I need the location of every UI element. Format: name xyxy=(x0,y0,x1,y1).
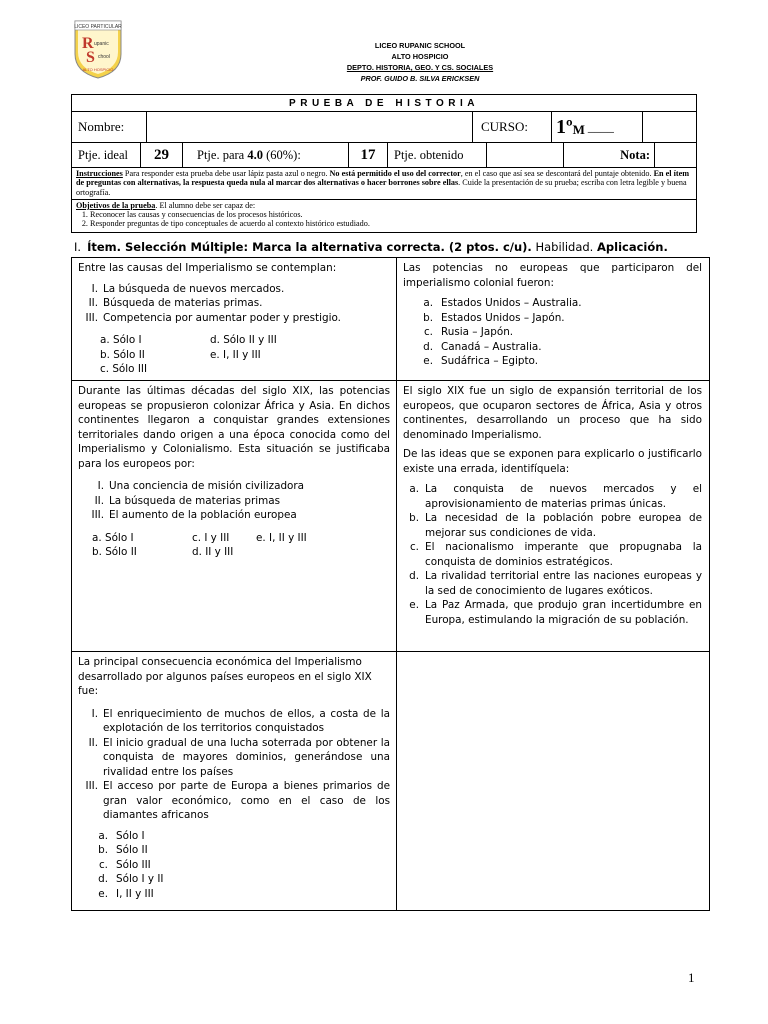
svg-text:R: R xyxy=(82,35,94,52)
option-c[interactable]: c. Sólo III xyxy=(100,363,148,375)
option-b[interactable]: b. La necesidad de la población pobre europea de mejorar sus condiciones de vida. xyxy=(409,512,702,539)
name-row xyxy=(72,111,696,142)
statement-item: III. Competencia por aumentar poder y prestigio. xyxy=(85,311,341,324)
option-b[interactable]: b. Sólo II xyxy=(98,844,148,856)
statement-item: III. El acceso por parte de Europa a bienes primarios de gran valor económico, como en el caso de los diamantes africanos xyxy=(85,780,390,821)
pass-score-value: 17 xyxy=(349,143,388,167)
answer-options xyxy=(78,829,390,902)
name-label: Nombre: xyxy=(72,112,147,142)
answer-options xyxy=(100,333,390,377)
grade-label: Nota: xyxy=(564,143,655,167)
option-a[interactable]: a. Estados Unidos – Australia. xyxy=(423,297,582,309)
score-row xyxy=(72,142,696,167)
obtained-score-field[interactable] xyxy=(487,143,564,167)
curso-label: CURSO: xyxy=(473,112,552,142)
question-2 xyxy=(396,258,708,380)
test-info-table xyxy=(71,94,697,233)
ideal-score-label: Ptje. ideal xyxy=(72,143,141,167)
option-a[interactable]: a. Sólo I xyxy=(92,531,134,544)
school-header xyxy=(300,40,540,84)
teacher-name: PROF. GUIDO B. SILVA ERICKSEN xyxy=(360,74,480,83)
answer-options xyxy=(92,531,390,560)
empty-cell xyxy=(396,652,708,910)
question-stem: La principal consecuencia económica del Imperialismo desarrollado por algunos países europeos en el siglo XIX fue: xyxy=(78,656,372,697)
questions-grid xyxy=(71,257,710,911)
option-e[interactable]: e. Sudáfrica – Egipto. xyxy=(423,355,539,367)
option-c[interactable]: c. Sólo III xyxy=(98,858,151,871)
school-city: ALTO HOSPICIO xyxy=(391,52,449,61)
svg-text:S: S xyxy=(86,49,95,66)
option-d[interactable]: d. Sólo II y III xyxy=(210,334,277,346)
objectives: Objetivos de la prueba. El alumno debe ser capaz de: 1. Reconocer las causas y consecuencias de los procesos históricos. 2. Responder preguntas de tipo conceptuales de acuerdo al contexto histórico estudiado. xyxy=(72,199,696,232)
statement-item: III. El aumento de la población europea xyxy=(91,509,297,521)
statement-item: II. Búsqueda de materias primas. xyxy=(88,297,263,309)
option-c[interactable]: c. El nacionalismo imperante que propugnaba la conquista de dominios estratégicos. xyxy=(409,541,702,568)
curso-letter: M xyxy=(572,122,585,137)
option-e[interactable]: e. I, II y III xyxy=(98,887,154,900)
instructions: Instrucciones Para responder esta prueba debe usar lápiz pasta azul o negro. No está permitido el uso del corrector, en el caso que así sea se descontará del puntaje obtenido. En el ítem de preguntas con alternativas, la respuesta queda nula al marcar dos alternativas o hacer borrones sobre ellas. Cuide la presentación de su prueba; escriba con letra legible y buena ortografía. xyxy=(72,167,696,199)
question-1 xyxy=(72,258,396,380)
option-e[interactable]: e. I, II y III xyxy=(210,348,261,361)
option-a[interactable]: a. La conquista de nuevos mercados y el aprovisionamiento de materias primas únicas. xyxy=(409,483,702,510)
school-name: LICEO RUPANIC SCHOOL xyxy=(374,41,466,50)
objective-item: 1. Reconocer las causas y consecuencias de los procesos históricos. xyxy=(90,210,370,219)
svg-text:LICEO PARTICULAR: LICEO PARTICULAR xyxy=(74,24,122,30)
svg-text:upanic: upanic xyxy=(94,41,109,47)
option-e[interactable]: e. La Paz Armada, que produjo gran incertidumbre en Europa, estimulando la migración de su población. xyxy=(409,599,702,626)
obtained-score-label: Ptje. obtenido xyxy=(388,143,487,167)
option-d[interactable]: d. Sólo I y II xyxy=(98,873,164,885)
question-stem: El siglo XIX fue un siglo de expansión territorial de los europeos, que ocuparon sectores de África, Asia y otros continentes, desarrollando un proceso que ha sido denominado Imperialismo. xyxy=(403,385,702,441)
svg-text:chool: chool xyxy=(98,54,110,60)
curso-extra xyxy=(643,112,696,142)
grade-field[interactable] xyxy=(655,143,696,167)
question-4 xyxy=(396,381,708,651)
curso-number: 1º xyxy=(556,115,573,138)
option-a[interactable]: a. Sólo I xyxy=(100,334,142,346)
option-d[interactable]: d. Canadá – Australia. xyxy=(423,340,542,353)
option-a[interactable]: a. Sólo I xyxy=(98,829,145,842)
name-field[interactable] xyxy=(147,112,473,142)
statement-item: I. Una conciencia de misión civilizadora xyxy=(97,480,305,492)
svg-text:ALTO HOSPICIO: ALTO HOSPICIO xyxy=(82,67,114,72)
statement-item: II. La búsqueda de materias primas xyxy=(94,494,281,507)
page-number: 1 xyxy=(688,970,695,985)
option-b[interactable]: b. Estados Unidos – Japón. xyxy=(423,311,565,324)
statement-item: II. El inicio gradual de una lucha soterrada por obtener la conquista de mayores dominios, generándose una rivalidad entre los países xyxy=(88,736,390,778)
option-b[interactable]: b. Sólo II xyxy=(92,546,137,558)
pass-score-label: Ptje. para 4.0 (60%): xyxy=(183,143,349,167)
school-logo xyxy=(72,18,124,80)
option-e[interactable]: e. I, II y III xyxy=(256,531,307,544)
curso-field[interactable] xyxy=(552,112,643,142)
question-stem: Entre las causas del Imperialismo se contemplan: xyxy=(78,262,337,274)
curso-blank: ____ xyxy=(587,119,614,134)
statement-item: I. El enriquecimiento de muchos de ellos, a costa de la explotación de los territorios conquistados xyxy=(91,707,390,734)
question-stem: Las potencias no europeas que participaron del imperialismo colonial fueron: xyxy=(403,262,702,289)
question-stem: Durante las últimas décadas del siglo XIX, las potencias europeas se propusieron colonizar África y Asia. En dichos continentes llegaron a conquistar grandes extensiones territoriales dando origen a una época conocida como del Imperialismo y Colonialismo. Esta situación se justificaba para los europeos por: xyxy=(78,385,390,470)
test-title: PRUEBA DE HISTORIA xyxy=(289,97,479,109)
option-b[interactable]: b. Sólo II xyxy=(100,348,145,361)
option-d[interactable]: d. II y III xyxy=(192,546,234,558)
option-c[interactable]: c. Rusia – Japón. xyxy=(423,326,514,338)
answer-options xyxy=(403,296,702,369)
question-3 xyxy=(72,381,396,651)
objective-item: 2. Responder preguntas de tipo conceptuales de acuerdo al contexto histórico estudiado. xyxy=(90,219,370,228)
school-department: DEPTO. HISTORIA, GEO. Y CS. SOCIALES xyxy=(346,63,494,72)
ideal-score-value: 29 xyxy=(141,143,183,167)
option-c[interactable]: c. I y III xyxy=(192,531,230,544)
statement-item: I. La búsqueda de nuevos mercados. xyxy=(91,282,285,295)
answer-options xyxy=(403,482,702,627)
question-5 xyxy=(72,652,396,910)
question-prompt: De las ideas que se exponen para explicarlo o justificarlo existe una errada, identifíquela: xyxy=(403,448,702,475)
option-d[interactable]: d. La rivalidad territorial entre las naciones europeas y la sed de conocimiento de lugares exóticos. xyxy=(409,570,702,597)
section-title: I. Ítem. Selección Múltiple: Marca la alternativa correcta. (2 ptos. c/u). Habilidad. Aplicación. xyxy=(74,240,668,254)
